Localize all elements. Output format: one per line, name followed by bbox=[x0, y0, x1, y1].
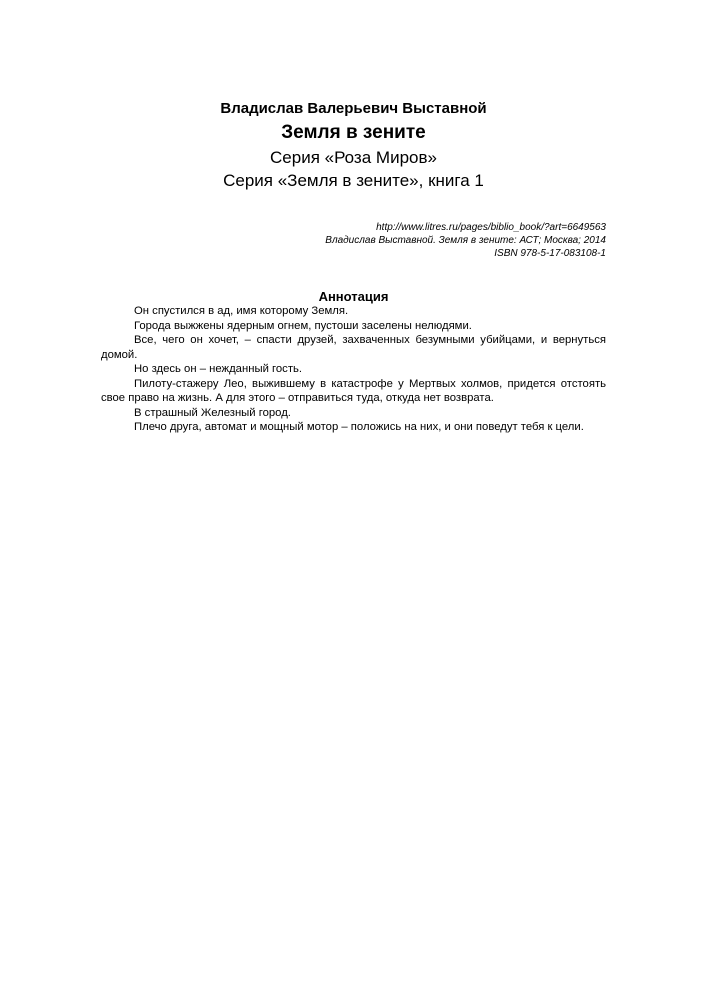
book-title: Земля в зените bbox=[281, 122, 426, 143]
author-name: Владислав Валерьевич Выставной bbox=[220, 100, 487, 117]
annotation-paragraph: Города выжжены ядерным огнем, пустоши заселены нелюдями. bbox=[134, 319, 472, 332]
series-line-1: Серия «Роза Миров» bbox=[270, 148, 437, 167]
isbn: ISBN 978-5-17-083108-1 bbox=[494, 248, 606, 259]
annotation-body bbox=[101, 304, 606, 435]
annotation-heading: Аннотация bbox=[318, 289, 389, 304]
annotation-paragraph: Но здесь он – нежданный гость. bbox=[134, 363, 303, 375]
annotation-paragraph: В страшный Железный город. bbox=[134, 406, 291, 419]
publication-meta bbox=[325, 221, 606, 260]
publication-info: Владислав Выставной. Земля в зените: АСТ; Москва; 2014 bbox=[325, 235, 606, 246]
annotation-paragraph: Он спустился в ад, имя которому Земля. bbox=[134, 305, 349, 317]
annotation-paragraph: Пилоту-стажеру Лео, выжившему в катастрофе у Мертвых холмов, придется отстоять свое право на жизнь. А для этого – отправиться туда, откуда нет возврата. bbox=[101, 377, 606, 404]
series-line-2: Серия «Земля в зените», книга 1 bbox=[223, 171, 484, 190]
source-url[interactable]: http://www.litres.ru/pages/biblio_book/?art=6649563 bbox=[376, 222, 606, 233]
annotation-paragraph: Все, чего он хочет, – спасти друзей, захваченных безумными убийцами, и вернуться домой. bbox=[101, 334, 606, 361]
annotation-paragraph: Плечо друга, автомат и мощный мотор – положись на них, и они поведут тебя к цели. bbox=[134, 421, 584, 433]
book-header bbox=[0, 98, 707, 192]
